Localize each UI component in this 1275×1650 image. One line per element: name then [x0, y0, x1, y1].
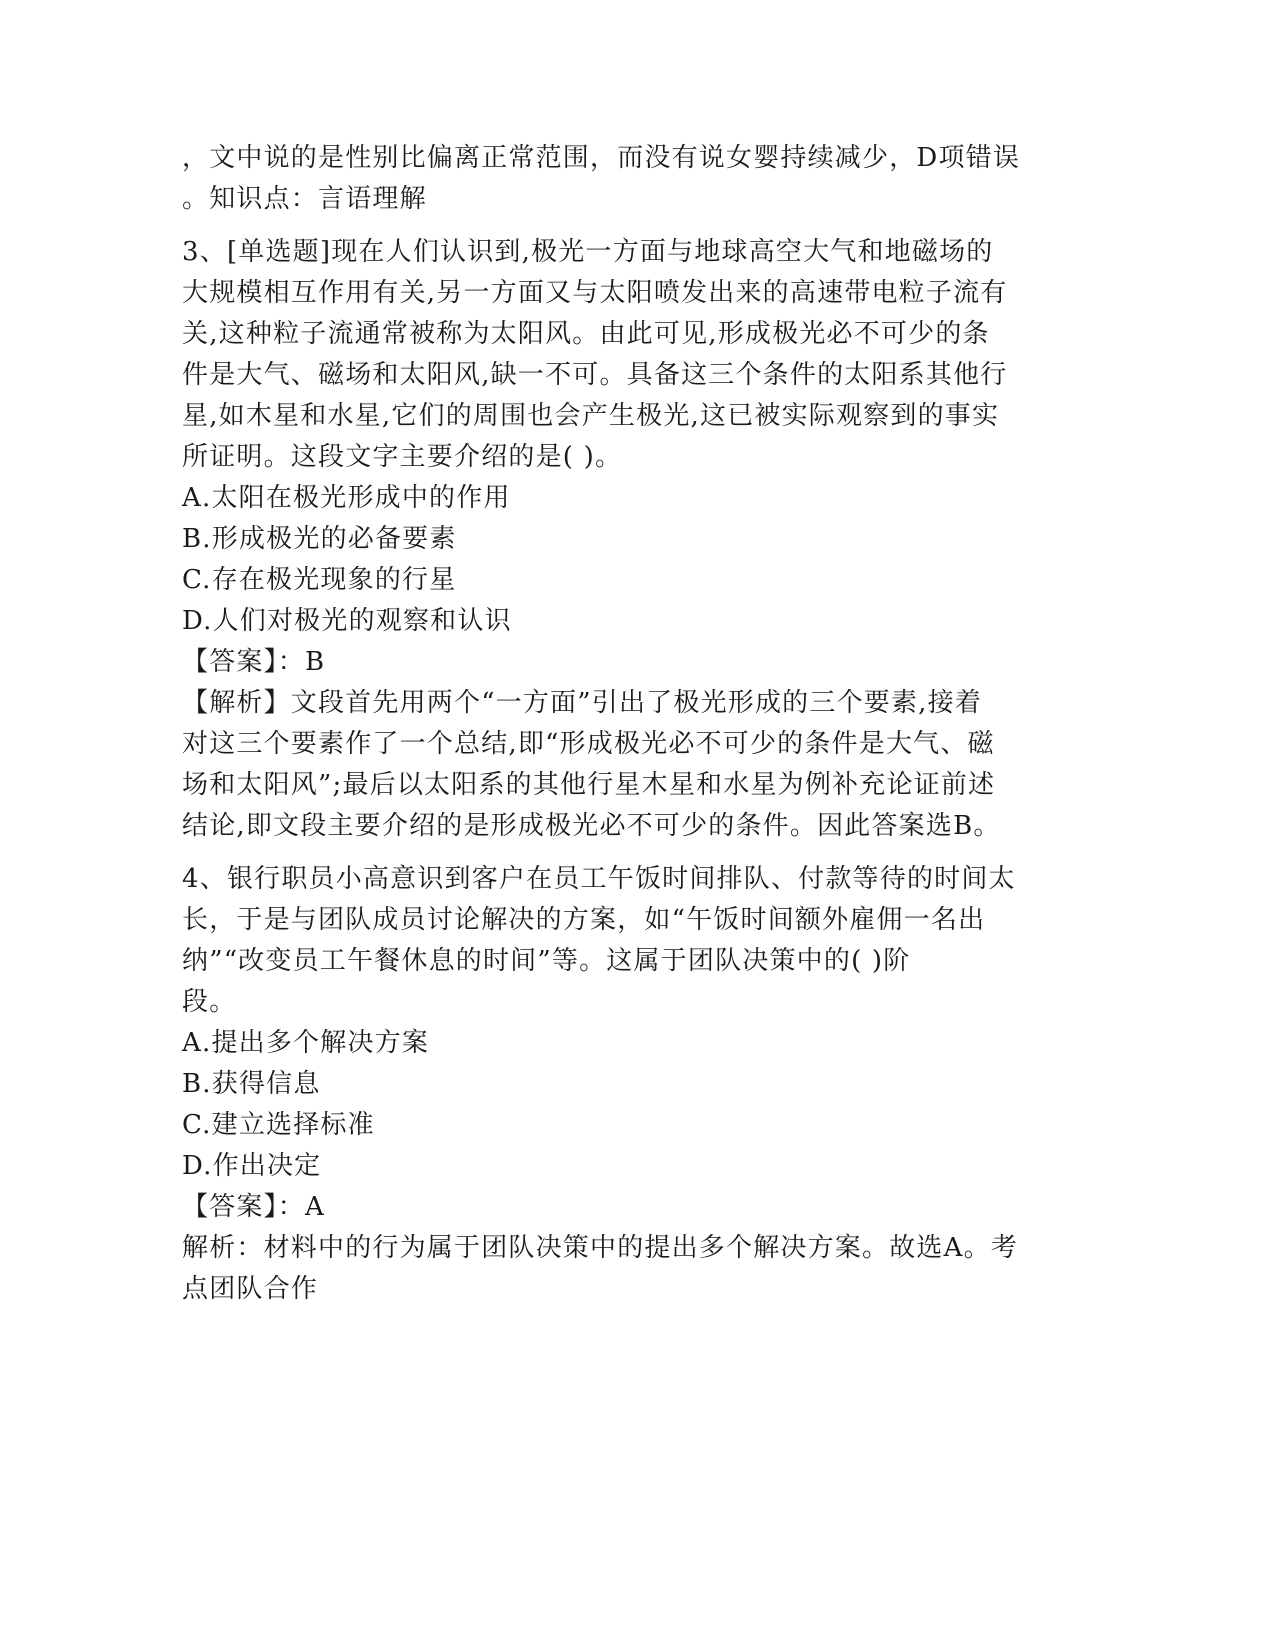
question-3 [182, 232, 1092, 847]
option-c: C.建立选择标准 [182, 1110, 375, 1140]
option-d: D.作出决定 [182, 1151, 322, 1181]
question-stem [182, 859, 1092, 1023]
document-page [182, 138, 1092, 1310]
text-line: 纳”“改变员工午餐休息的时间”等。这属于团队决策中的( )阶 [182, 946, 911, 976]
text-line: 4、银行职员小高意识到客户在员工午饭时间排队、付款等待的时间太 [182, 864, 1016, 894]
text-line: 对这三个要素作了一个总结,即“形成极光必不可少的条件是大气、磁 [182, 729, 995, 759]
answer-line: 【答案】：B [182, 647, 326, 677]
text-line: ，文中说的是性别比偏离正常范围，而没有说女婴持续减少，D项错误 [182, 143, 1021, 173]
text-line: 星,如木星和水星,它们的周围也会产生极光,这已被实际观察到的事实 [182, 401, 1000, 431]
text-line: 大规模相互作用有关,另一方面又与太阳喷发出来的高速带电粒子流有 [182, 278, 1008, 308]
answer-line: 【答案】：A [182, 1192, 325, 1222]
option-list [182, 1023, 1092, 1187]
option-list [182, 478, 1092, 642]
text-line: 所证明。这段文字主要介绍的是( )。 [182, 442, 623, 472]
option-b: B.获得信息 [182, 1069, 321, 1099]
text-line: 解析：材料中的行为属于团队决策中的提出多个解决方案。故选A。考 [182, 1233, 1018, 1263]
option-b: B.形成极光的必备要素 [182, 524, 457, 554]
option-a: A.提出多个解决方案 [182, 1028, 430, 1058]
text-line: 件是大气、磁场和太阳风,缺一不可。具备这三个条件的太阳系其他行 [182, 360, 1008, 390]
text-line: 段。 [182, 987, 237, 1017]
text-line: 长，于是与团队成员讨论解决的方案，如“午饭时间额外雇佣一名出 [182, 905, 986, 935]
option-d: D.人们对极光的观察和认识 [182, 606, 512, 636]
question-4 [182, 859, 1092, 1310]
text-line: 关,这种粒子流通常被称为太阳风。由此可见,形成极光必不可少的条 [182, 319, 990, 349]
option-c: C.存在极光现象的行星 [182, 565, 457, 595]
text-line: 【解析】文段首先用两个“一方面”引出了极光形成的三个要素,接着 [182, 688, 983, 718]
question-stem [182, 232, 1092, 478]
previous-analysis-continuation [182, 138, 1092, 220]
analysis [182, 1228, 1092, 1310]
text-line: 场和太阳风”;最后以太阳系的其他行星木星和水星为例补充论证前述 [182, 770, 996, 800]
text-line: 。知识点：言语理解 [182, 184, 427, 214]
option-a: A.太阳在极光形成中的作用 [182, 483, 511, 513]
text-line: 点团队合作 [182, 1274, 319, 1304]
text-line: 结论,即文段主要介绍的是形成极光必不可少的条件。因此答案选B。 [182, 811, 1001, 841]
analysis [182, 683, 1092, 847]
text-line: 3、[单选题]现在人们认识到,极光一方面与地球高空大气和地磁场的 [182, 237, 994, 267]
